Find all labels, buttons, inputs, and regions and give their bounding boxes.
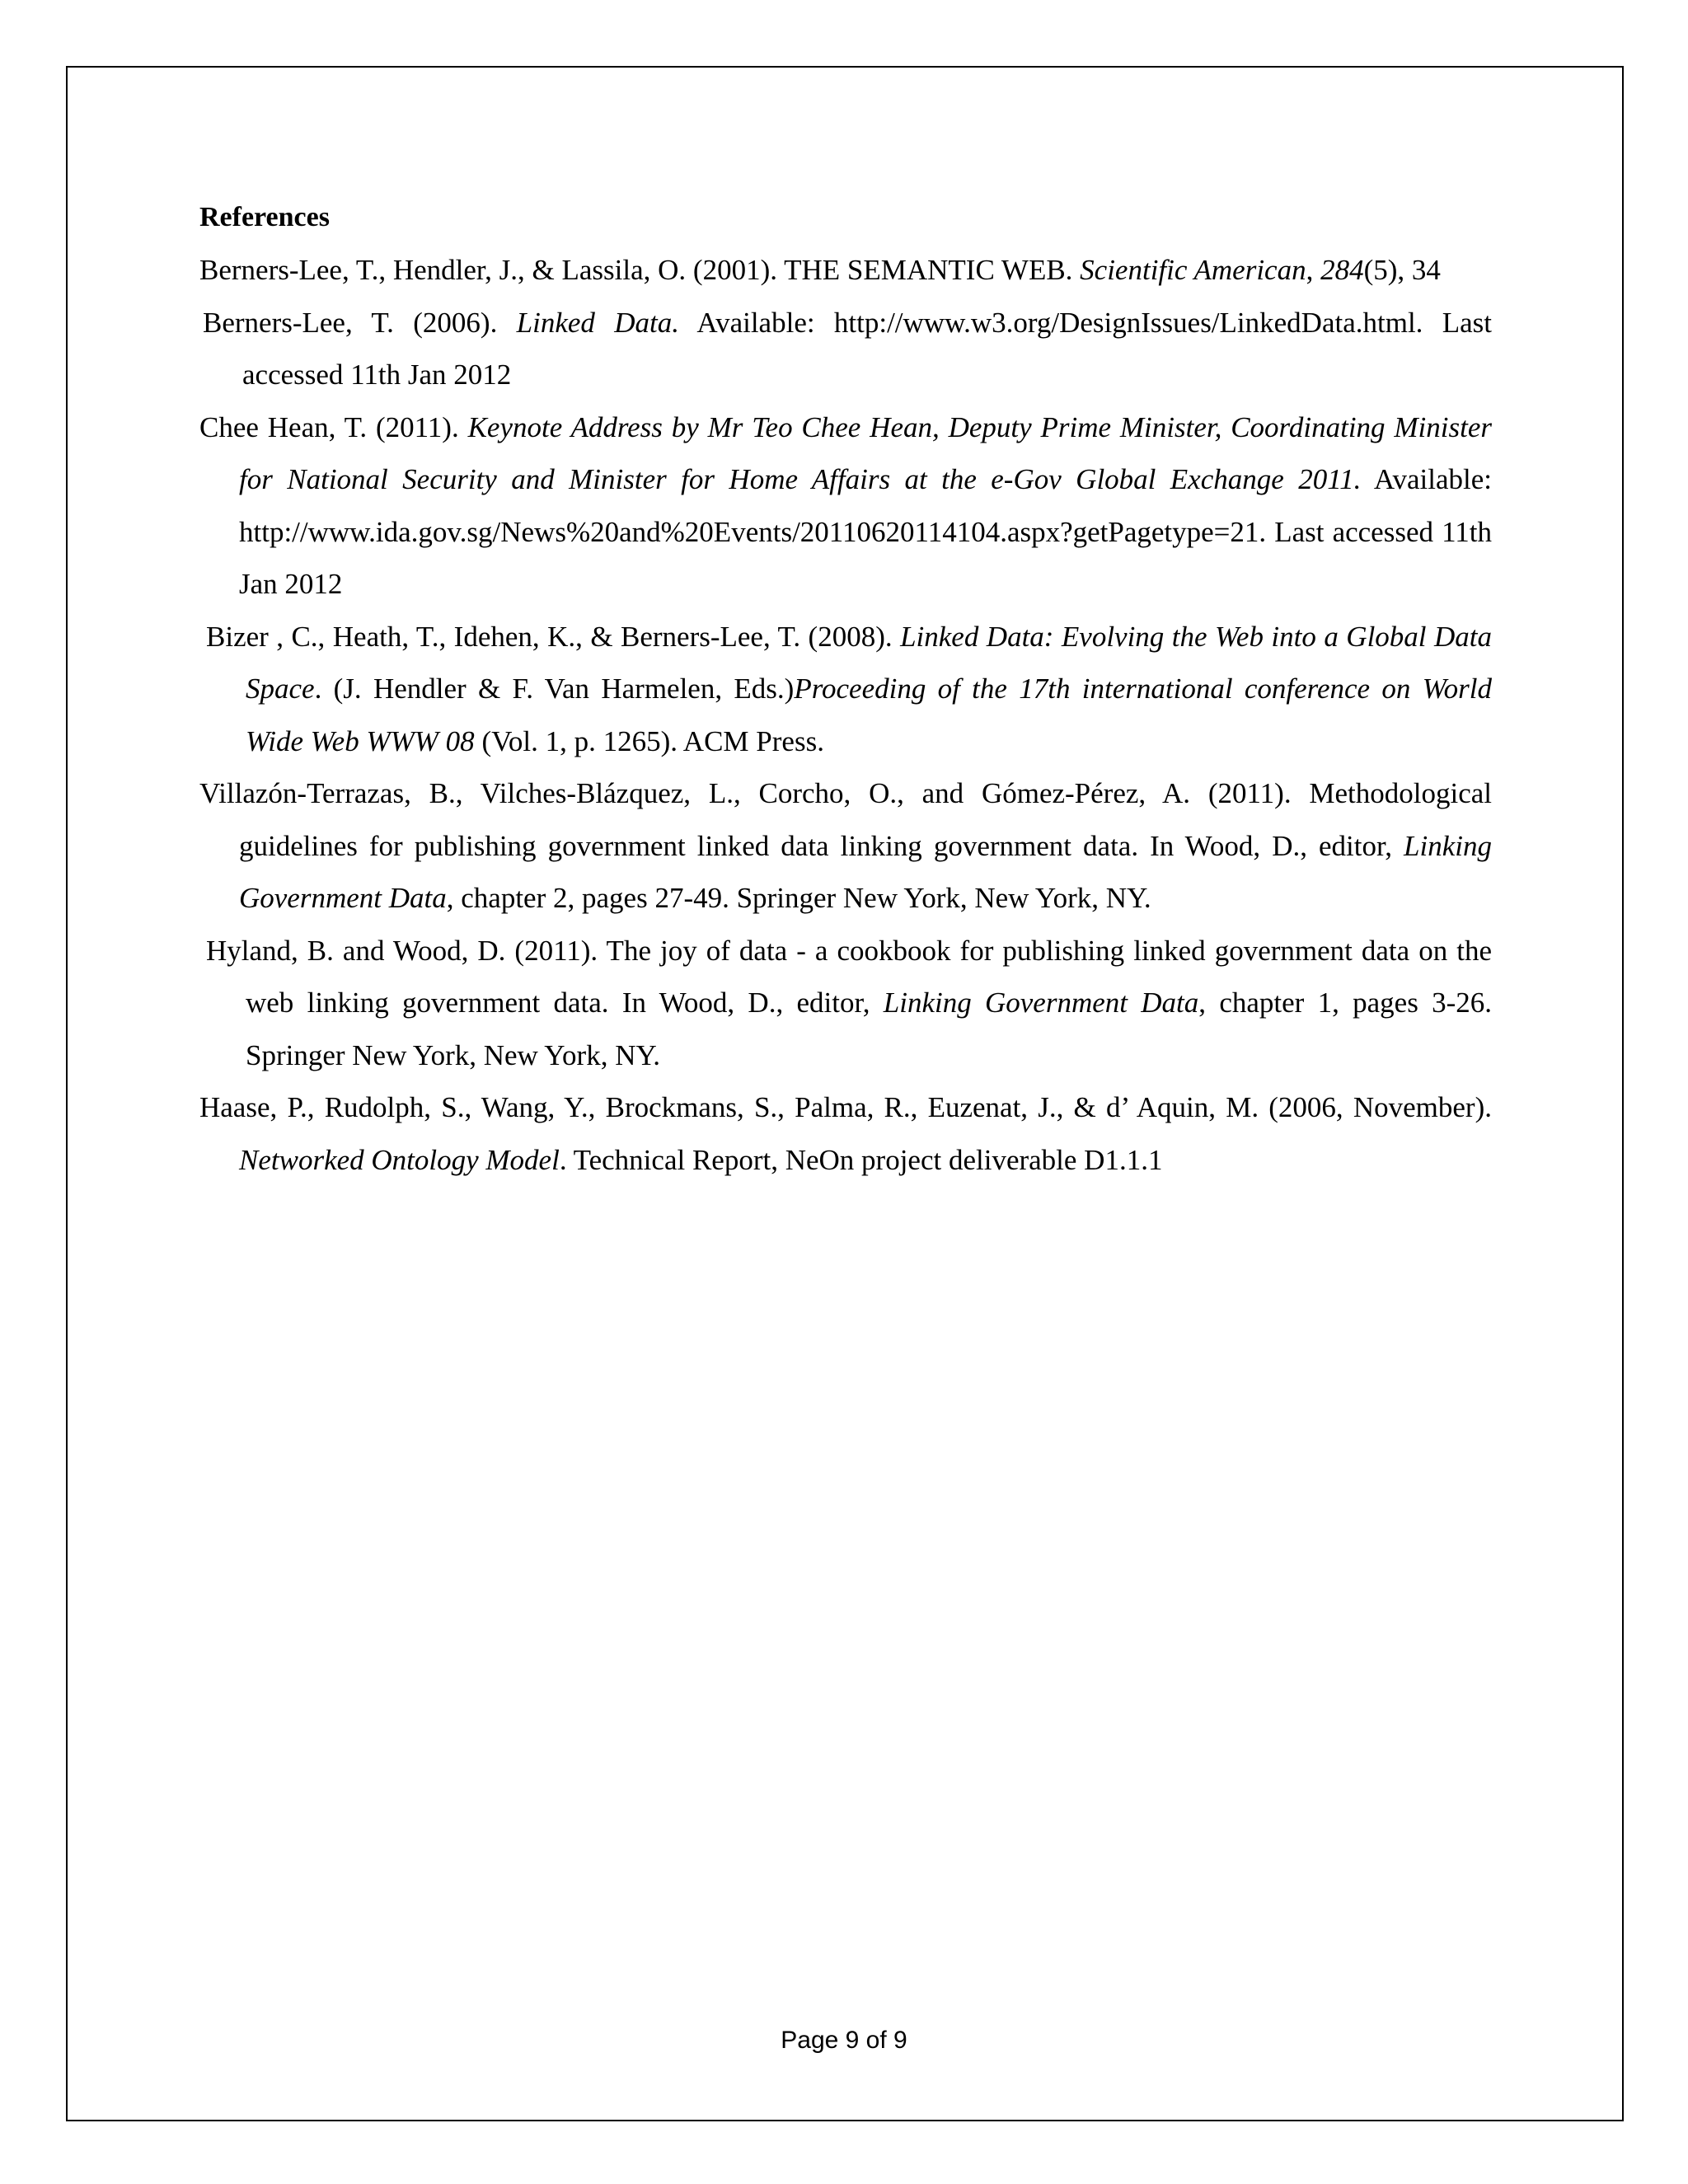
reference-text: Villazón-Terrazas, B., Vilches-Blázquez, L., Corcho, O., and Gómez-Pérez, A. (2011). Methodological guidelines for publishing government linked data linking government data. In Wood, D., editor, [199,777,1492,862]
reference-item [203,297,1492,401]
reference-title: Linked Data. [516,306,679,339]
reference-item [199,401,1492,611]
reference-text: Bizer , C., Heath, T., Idehen, K., & Berners-Lee, T. (2008). [206,620,901,653]
reference-item [199,767,1492,925]
reference-proceedings: Proceeding of the 17th international conference on World Wide Web WWW 08 [246,673,1492,757]
reference-book-title: Linking Government Data [239,829,1492,914]
reference-title: Keynote Address by Mr Teo Chee Hean, Deputy Prime Minister, Coordinating Minister for National Security and Minister for Home Affairs at the e-Gov Global Exchange 2011. [239,410,1492,495]
reference-text: , chapter 1, pages 3-26. Springer New York, New York, NY. [246,987,1492,1071]
reference-item [206,611,1492,768]
reference-text: Available: http://www.ida.gov.sg/News%20and%20Events/20110620114104.aspx?getPagetype=21. Last accessed 11th Jan 2012 [239,463,1492,600]
reference-text: (Vol. 1, p. 1265). ACM Press. [474,724,824,757]
reference-item [206,925,1492,1082]
page-number-footer: Page 9 of 9 [781,2027,907,2054]
reference-text: (5), 34 [1363,254,1441,286]
references-section [199,194,1492,1186]
references-heading: References [199,202,330,232]
reference-title: Networked Ontology Model [239,1143,560,1176]
reference-text: . (J. Hendler & F. Van Harmelen, Eds.) [314,673,795,705]
reference-text: , [1306,254,1321,286]
reference-text: Berners-Lee, T., Hendler, J., & Lassila, O. (2001). THE SEMANTIC WEB. [199,254,1081,286]
reference-volume: 284 [1320,254,1364,286]
reference-text: , chapter 2, pages 27-49. Springer New York, New York, NY. [446,882,1151,914]
reference-journal: Scientific American [1080,254,1306,286]
reference-item [199,244,1492,297]
reference-text: Available: http://www.w3.org/DesignIssues/LinkedData.html. Last accessed 11th Jan 2012 [242,306,1492,391]
reference-text: Haase, P., Rudolph, S., Wang, Y., Brockmans, S., Palma, R., Euzenat, J., & d’ Aquin, M. (2006, November). [199,1091,1492,1123]
reference-text: . Technical Report, NeOn project deliverable D1.1.1 [559,1143,1163,1176]
reference-title: Linked Data: Evolving the Web into a Global Data Space [246,620,1492,705]
reference-item [199,1081,1492,1186]
reference-text: Berners-Lee, T. (2006). [203,306,517,339]
reference-list [199,244,1492,1186]
reference-book-title: Linking Government Data [883,987,1199,1019]
reference-text: Hyland, B. and Wood, D. (2011). The joy of data - a cookbook for publishing linked government data on the web linking government data. In Wood, D., editor, [206,934,1492,1019]
reference-text: Chee Hean, T. (2011). [199,410,468,443]
